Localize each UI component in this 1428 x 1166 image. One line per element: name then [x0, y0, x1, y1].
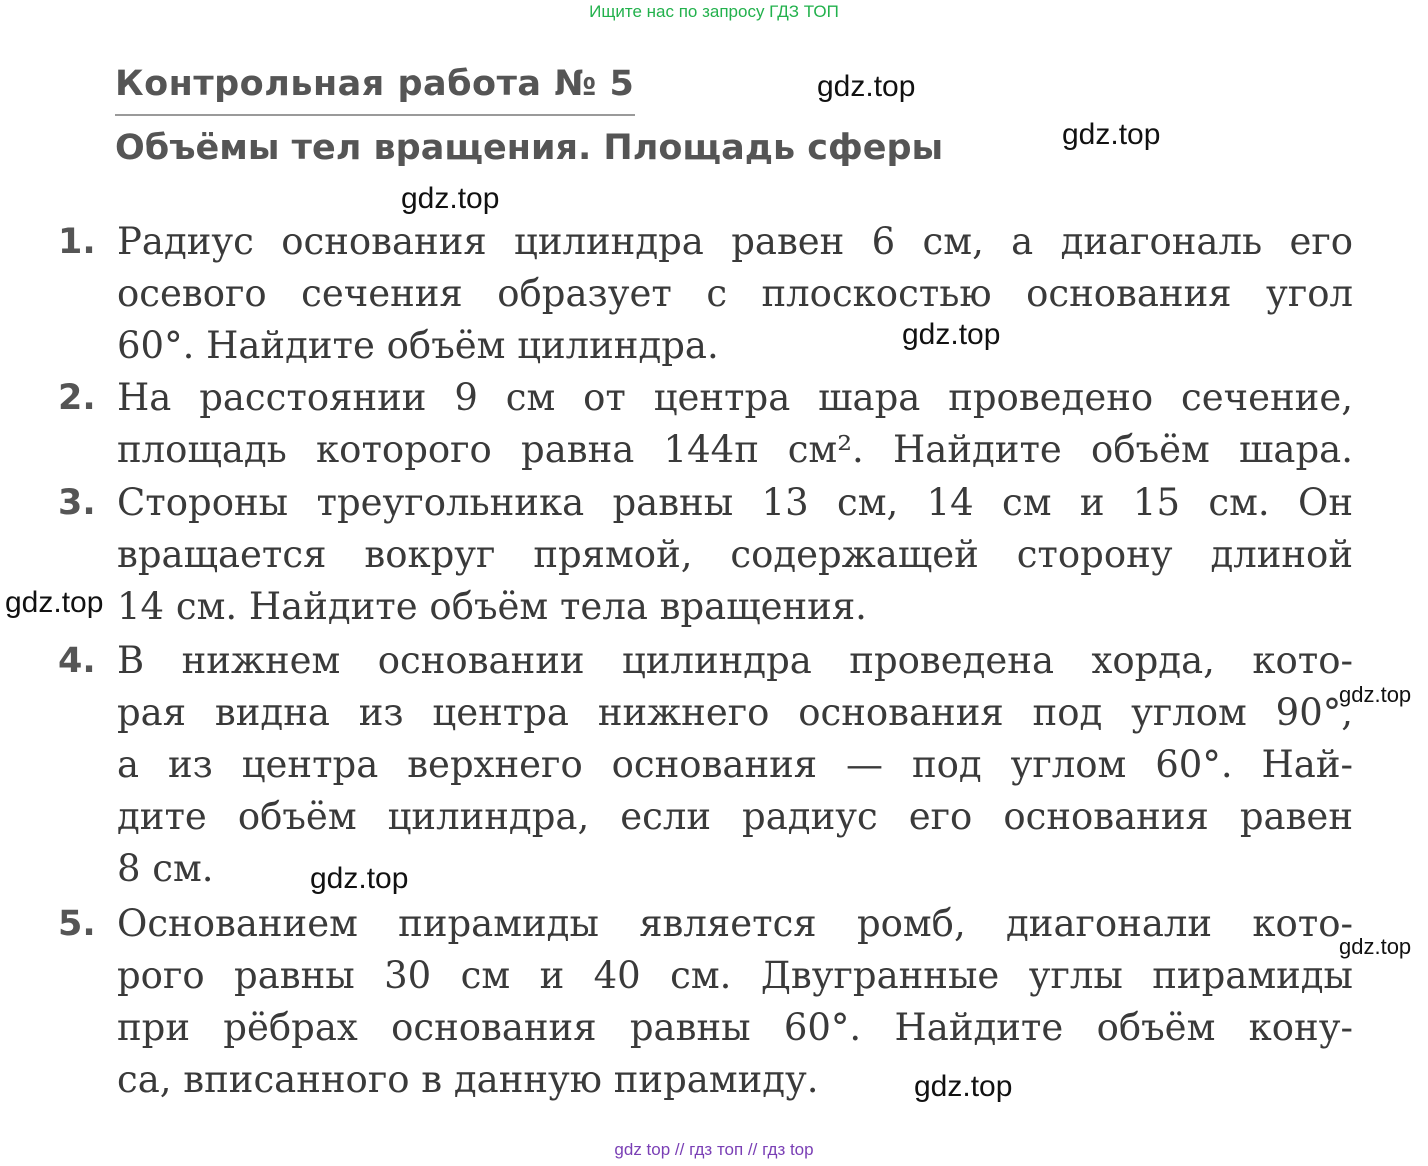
top-banner: Ищите нас по запросу ГДЗ ТОП [589, 2, 839, 21]
problem-number: 2. [58, 378, 96, 418]
problem-line: рая видна из центра нижнего основания под углом 90°, [117, 691, 1353, 734]
problem-line: рого равны 30 см и 40 см. Двугранные углы пирамиды [117, 954, 1353, 997]
watermark: gdz.top [401, 182, 500, 215]
problem-number: 4. [58, 641, 96, 681]
problem-line: 8 см. [117, 847, 214, 890]
problem-line: 60°. Найдите объём цилиндра. [117, 324, 719, 367]
problem-line: 14 см. Найдите объём тела вращения. [117, 585, 867, 628]
problem-line: дите объём цилиндра, если радиус его основания равен [117, 795, 1353, 838]
watermark: gdz.top [1339, 934, 1412, 959]
watermark: gdz.top [310, 862, 409, 895]
problem-line: вращается вокруг прямой, содержащей сторону длиной [117, 533, 1353, 576]
problem-line: Стороны треугольника равны 13 см, 14 см и 15 см. Он [117, 481, 1353, 524]
watermark: gdz.top [1339, 682, 1412, 707]
problem-line: площадь которого равна 144π см². Найдите объём шара. [117, 428, 1353, 471]
problem-line: а из центра верхнего основания — под углом 60°. Най- [117, 743, 1353, 786]
problem-number: 3. [58, 483, 96, 523]
problem-line: Радиус основания цилиндра равен 6 см, а диагональ его [117, 220, 1353, 263]
watermark: gdz.top [817, 70, 916, 103]
problem-line: при рёбрах основания равны 60°. Найдите объём кону- [117, 1006, 1353, 1049]
page-title: Контрольная работа № 5 [115, 64, 635, 104]
problem-number: 1. [58, 222, 96, 262]
title-underline [115, 114, 635, 116]
problem-line: са, вписанного в данную пирамиду. [117, 1058, 819, 1101]
problem-line: осевого сечения образует с плоскостью основания угол [117, 272, 1353, 315]
problem-number: 5. [58, 904, 96, 944]
watermark: gdz.top [1062, 118, 1161, 151]
problem-line: На расстоянии 9 см от центра шара проведено сечение, [117, 376, 1353, 419]
problem-line: В нижнем основании цилиндра проведена хорда, кото- [117, 639, 1353, 682]
problem-line: Основанием пирамиды является ромб, диагонали кото- [117, 902, 1353, 945]
page-subtitle: Объёмы тел вращения. Площадь сферы [115, 128, 944, 168]
watermark: gdz.top [5, 586, 104, 619]
watermark: gdz.top [914, 1070, 1013, 1103]
footer-links: gdz top // гдз топ // гдз top [614, 1140, 814, 1159]
watermark: gdz.top [902, 318, 1001, 351]
